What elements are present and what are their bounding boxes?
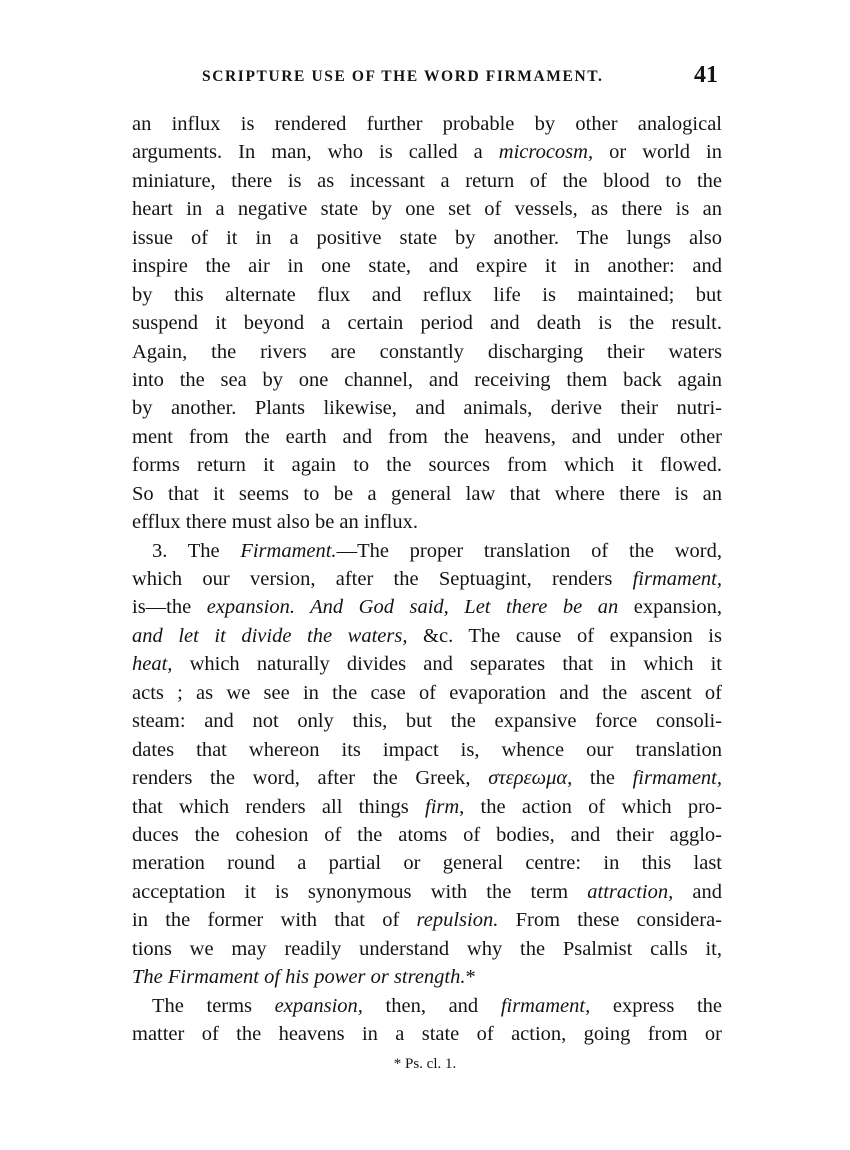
italic-text: The Firmament of his power or strength. bbox=[132, 966, 466, 989]
italic-text: firmament, bbox=[632, 568, 722, 590]
text-line bbox=[132, 252, 722, 280]
text-segment: acceptation it is synonymous with the term bbox=[132, 880, 588, 903]
text-segment: dates that whereon its impact is, whence our translation bbox=[132, 738, 722, 761]
text-line bbox=[132, 195, 722, 223]
text-segment: matter of the heavens in a state of action, going from or bbox=[132, 1023, 722, 1045]
text-segment: by this alternate flux and reflux life is maintained; but bbox=[132, 283, 722, 306]
text-segment: From these considera- bbox=[498, 909, 723, 932]
text-line bbox=[132, 992, 722, 1020]
text-segment: or world in bbox=[593, 141, 722, 164]
text-segment: that which renders all things bbox=[132, 795, 425, 818]
text-line bbox=[132, 707, 722, 735]
text-line bbox=[132, 110, 722, 138]
italic-text: and let it divide the waters, bbox=[132, 624, 408, 647]
text-line bbox=[132, 906, 722, 934]
italic-text: repulsion. bbox=[416, 909, 499, 932]
text-line bbox=[132, 736, 722, 764]
text-segment: meration round a partial or general centre: in this last bbox=[132, 852, 722, 875]
text-line bbox=[132, 878, 722, 906]
italic-text: attraction, bbox=[587, 880, 674, 903]
italic-text: firmament, bbox=[500, 994, 591, 1017]
text-line bbox=[132, 224, 722, 252]
text-segment: ment from the earth and from the heavens, and under other bbox=[132, 425, 722, 448]
text-segment: Again, the rivers are constantly discharging their waters bbox=[132, 340, 722, 363]
text-line bbox=[132, 622, 722, 650]
text-segment: arguments. In man, who is called a bbox=[132, 141, 499, 164]
text-line bbox=[132, 423, 722, 451]
text-line bbox=[132, 793, 722, 821]
text-segment: which naturally divides and separates that in which it bbox=[172, 653, 722, 676]
text-line bbox=[132, 821, 722, 849]
text-segment: inspire the air in one state, and expire it in another: and bbox=[132, 255, 722, 278]
text-line bbox=[132, 508, 722, 536]
text-segment: * bbox=[465, 966, 476, 989]
text-line bbox=[132, 451, 722, 479]
text-segment: &c. The cause of expansion is bbox=[407, 624, 722, 647]
text-segment: then, and bbox=[362, 994, 501, 1017]
text-segment: issue of it in a positive state by another. The lungs also bbox=[132, 226, 722, 249]
text-line bbox=[132, 309, 722, 337]
text-segment: an influx is rendered further probable by other analogical bbox=[132, 113, 722, 135]
text-segment: which our version, after the Septuagint, renders bbox=[132, 568, 633, 590]
text-segment: heart in a negative state by one set of vessels, as there is an bbox=[132, 198, 722, 221]
text-line bbox=[132, 679, 722, 707]
text-segment: express the bbox=[590, 994, 722, 1017]
text-segment: So that it seems to be a general law that where there is an bbox=[132, 482, 722, 505]
text-segment: duces the cohesion of the atoms of bodies, and their agglo- bbox=[132, 823, 722, 846]
text-segment: steam: and not only this, but the expansive force consoli- bbox=[132, 710, 722, 733]
text-segment: into the sea by one channel, and receiving them back again bbox=[132, 368, 722, 391]
text-line bbox=[132, 167, 722, 195]
text-line bbox=[132, 1020, 722, 1048]
italic-text: firmament, bbox=[632, 767, 722, 790]
body-text bbox=[132, 110, 722, 1048]
text-line bbox=[132, 764, 722, 792]
italic-text: expansion. And God said, Let there be an bbox=[206, 596, 619, 619]
text-segment: acts ; as we see in the case of evaporation and the ascent of bbox=[132, 681, 722, 704]
italic-text: firm, bbox=[425, 795, 465, 818]
footnote: * Ps. cl. 1. bbox=[393, 1056, 457, 1072]
text-line bbox=[132, 593, 722, 621]
text-line bbox=[132, 281, 722, 309]
italic-text: expansion, bbox=[274, 994, 363, 1017]
text-segment: is—the bbox=[132, 596, 207, 619]
text-line bbox=[132, 565, 722, 593]
running-head bbox=[132, 62, 722, 94]
text-line bbox=[132, 366, 722, 394]
text-line bbox=[132, 480, 722, 508]
text-segment: by another. Plants likewise, and animals, derive their nutri- bbox=[132, 397, 722, 420]
text-segment: and bbox=[673, 880, 722, 903]
text-line bbox=[132, 963, 722, 991]
text-line bbox=[132, 138, 722, 166]
text-line bbox=[132, 650, 722, 678]
text-segment: —The proper translation of the word, bbox=[336, 539, 722, 562]
text-segment: the action of which pro- bbox=[464, 795, 722, 818]
running-head-title: SCRIPTURE USE OF THE WORD FIRMAMENT. bbox=[202, 68, 604, 85]
italic-text: heat, bbox=[132, 653, 173, 676]
page-number: 41 bbox=[694, 62, 718, 88]
text-line bbox=[132, 935, 722, 963]
text-segment: 3. The bbox=[152, 539, 241, 562]
italic-text: Firmament. bbox=[240, 539, 337, 562]
text-segment: forms return it again to the sources from which it flowed. bbox=[132, 454, 722, 477]
text-segment: expansion, bbox=[618, 596, 723, 619]
text-segment: in the former with that of bbox=[132, 909, 417, 932]
text-segment: renders the word, after the Greek, bbox=[132, 767, 489, 790]
text-segment: The terms bbox=[152, 994, 275, 1017]
text-line bbox=[132, 849, 722, 877]
text-segment: miniature, there is as incessant a return of the blood to the bbox=[132, 169, 722, 192]
italic-text: στερεωμα, bbox=[488, 767, 573, 790]
text-line bbox=[132, 338, 722, 366]
text-segment: the bbox=[572, 767, 633, 790]
text-line bbox=[132, 394, 722, 422]
text-segment: tions we may readily understand why the Psalmist calls it, bbox=[132, 937, 722, 960]
text-segment: suspend it beyond a certain period and death is the result. bbox=[132, 312, 722, 335]
text-segment: efflux there must also be an influx. bbox=[132, 511, 418, 534]
italic-text: microcosm, bbox=[498, 141, 594, 164]
text-line bbox=[132, 537, 722, 565]
